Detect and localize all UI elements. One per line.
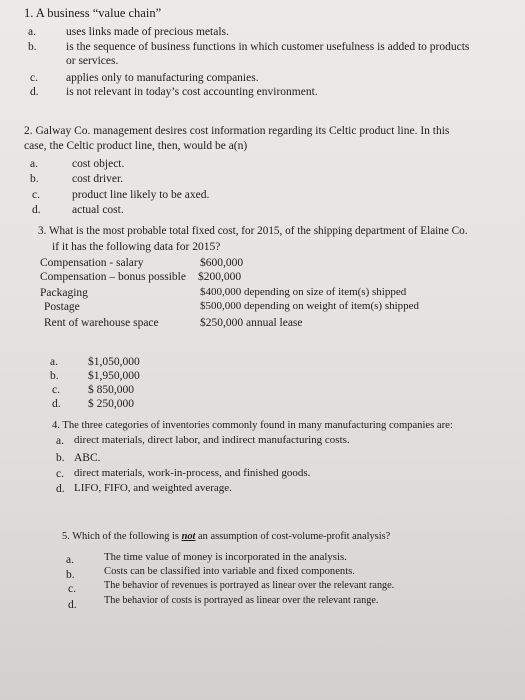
option-text: applies only to manufacturing companies.: [66, 72, 259, 84]
option-text: uses links made of precious metals.: [66, 26, 229, 38]
option-text: The behavior of costs is portrayed as linear over the relevant range.: [104, 595, 379, 606]
option-letter: d.: [68, 599, 77, 611]
cost-value: $400,000 depending on size of item(s) shipped: [200, 286, 407, 298]
option-letter: c.: [56, 468, 64, 480]
cost-label: Rent of warehouse space: [44, 317, 159, 329]
cost-value: $250,000 annual lease: [200, 317, 303, 329]
option-letter: b.: [66, 569, 75, 581]
cost-value: $200,000: [198, 271, 242, 283]
option-text: ABC.: [74, 452, 101, 464]
option-letter: a.: [50, 356, 58, 368]
question-stem: 4. The three categories of inventories commonly found in many manufacturing companies are:: [52, 420, 453, 431]
stem-text: an assumption of cost-volume-profit analysis?: [195, 531, 391, 542]
option-text: $1,050,000: [88, 356, 140, 368]
option-text: $ 850,000: [88, 384, 134, 396]
option-text: cost driver.: [72, 173, 124, 185]
option-text: direct materials, direct labor, and indirect manufacturing costs.: [74, 434, 350, 446]
question-stem: 2. Galway Co. management desires cost information regarding its Celtic product line. In this: [24, 125, 450, 137]
cost-label: Packaging: [40, 287, 88, 299]
option-letter: d.: [56, 483, 65, 495]
cost-value: $500,000 depending on weight of item(s) shipped: [200, 300, 420, 312]
question-stem-continued: case, the Celtic product line, then, would be a(n): [24, 140, 248, 152]
emphasis-not: not: [181, 531, 196, 542]
cost-label: Postage: [44, 301, 80, 313]
option-text-continued: or services.: [66, 55, 119, 67]
cost-label: Compensation - salary: [40, 257, 144, 269]
question-stem: 3. What is the most probable total fixed cost, for 2015, of the shipping department of Elaine Co.: [38, 225, 468, 237]
option-text: actual cost.: [72, 204, 124, 216]
option-text: Costs can be classified into variable and fixed components.: [104, 566, 355, 577]
option-text: $1,950,000: [88, 370, 140, 382]
option-letter: a.: [28, 26, 36, 38]
option-letter: b.: [30, 173, 39, 185]
option-letter: a.: [66, 554, 74, 566]
option-letter: a.: [30, 158, 38, 170]
option-letter: d.: [30, 86, 39, 98]
option-text: product line likely to be axed.: [72, 189, 210, 201]
option-text: is the sequence of business functions in which customer usefulness is added to products: [66, 41, 470, 53]
question-stem: [62, 531, 390, 544]
option-letter: b.: [56, 452, 65, 464]
question-stem: 1. A business “value chain”: [24, 6, 162, 20]
option-text: LIFO, FIFO, and weighted average.: [74, 482, 232, 494]
option-letter: c.: [32, 189, 40, 201]
option-letter: c.: [68, 583, 76, 595]
option-text: is not relevant in today’s cost accounting environment.: [66, 86, 318, 98]
stem-text: 5. Which of the following is: [62, 531, 182, 542]
option-text: direct materials, work-in-process, and finished goods.: [74, 467, 311, 479]
option-letter: d.: [32, 204, 41, 216]
option-text: $ 250,000: [88, 398, 134, 410]
option-letter: a.: [56, 435, 64, 447]
question-stem-continued: if it has the following data for 2015?: [52, 241, 221, 253]
option-letter: b.: [50, 370, 59, 382]
option-letter: b.: [28, 41, 37, 53]
cost-label: Compensation – bonus possible: [40, 271, 186, 283]
option-text: The behavior of revenues is portrayed as linear over the relevant range.: [104, 580, 395, 591]
option-text: cost object.: [72, 158, 125, 170]
option-text: The time value of money is incorporated in the analysis.: [104, 551, 347, 563]
option-letter: d.: [52, 398, 61, 410]
option-letter: c.: [30, 72, 38, 84]
option-letter: c.: [52, 384, 60, 396]
cost-value: $600,000: [200, 257, 244, 269]
